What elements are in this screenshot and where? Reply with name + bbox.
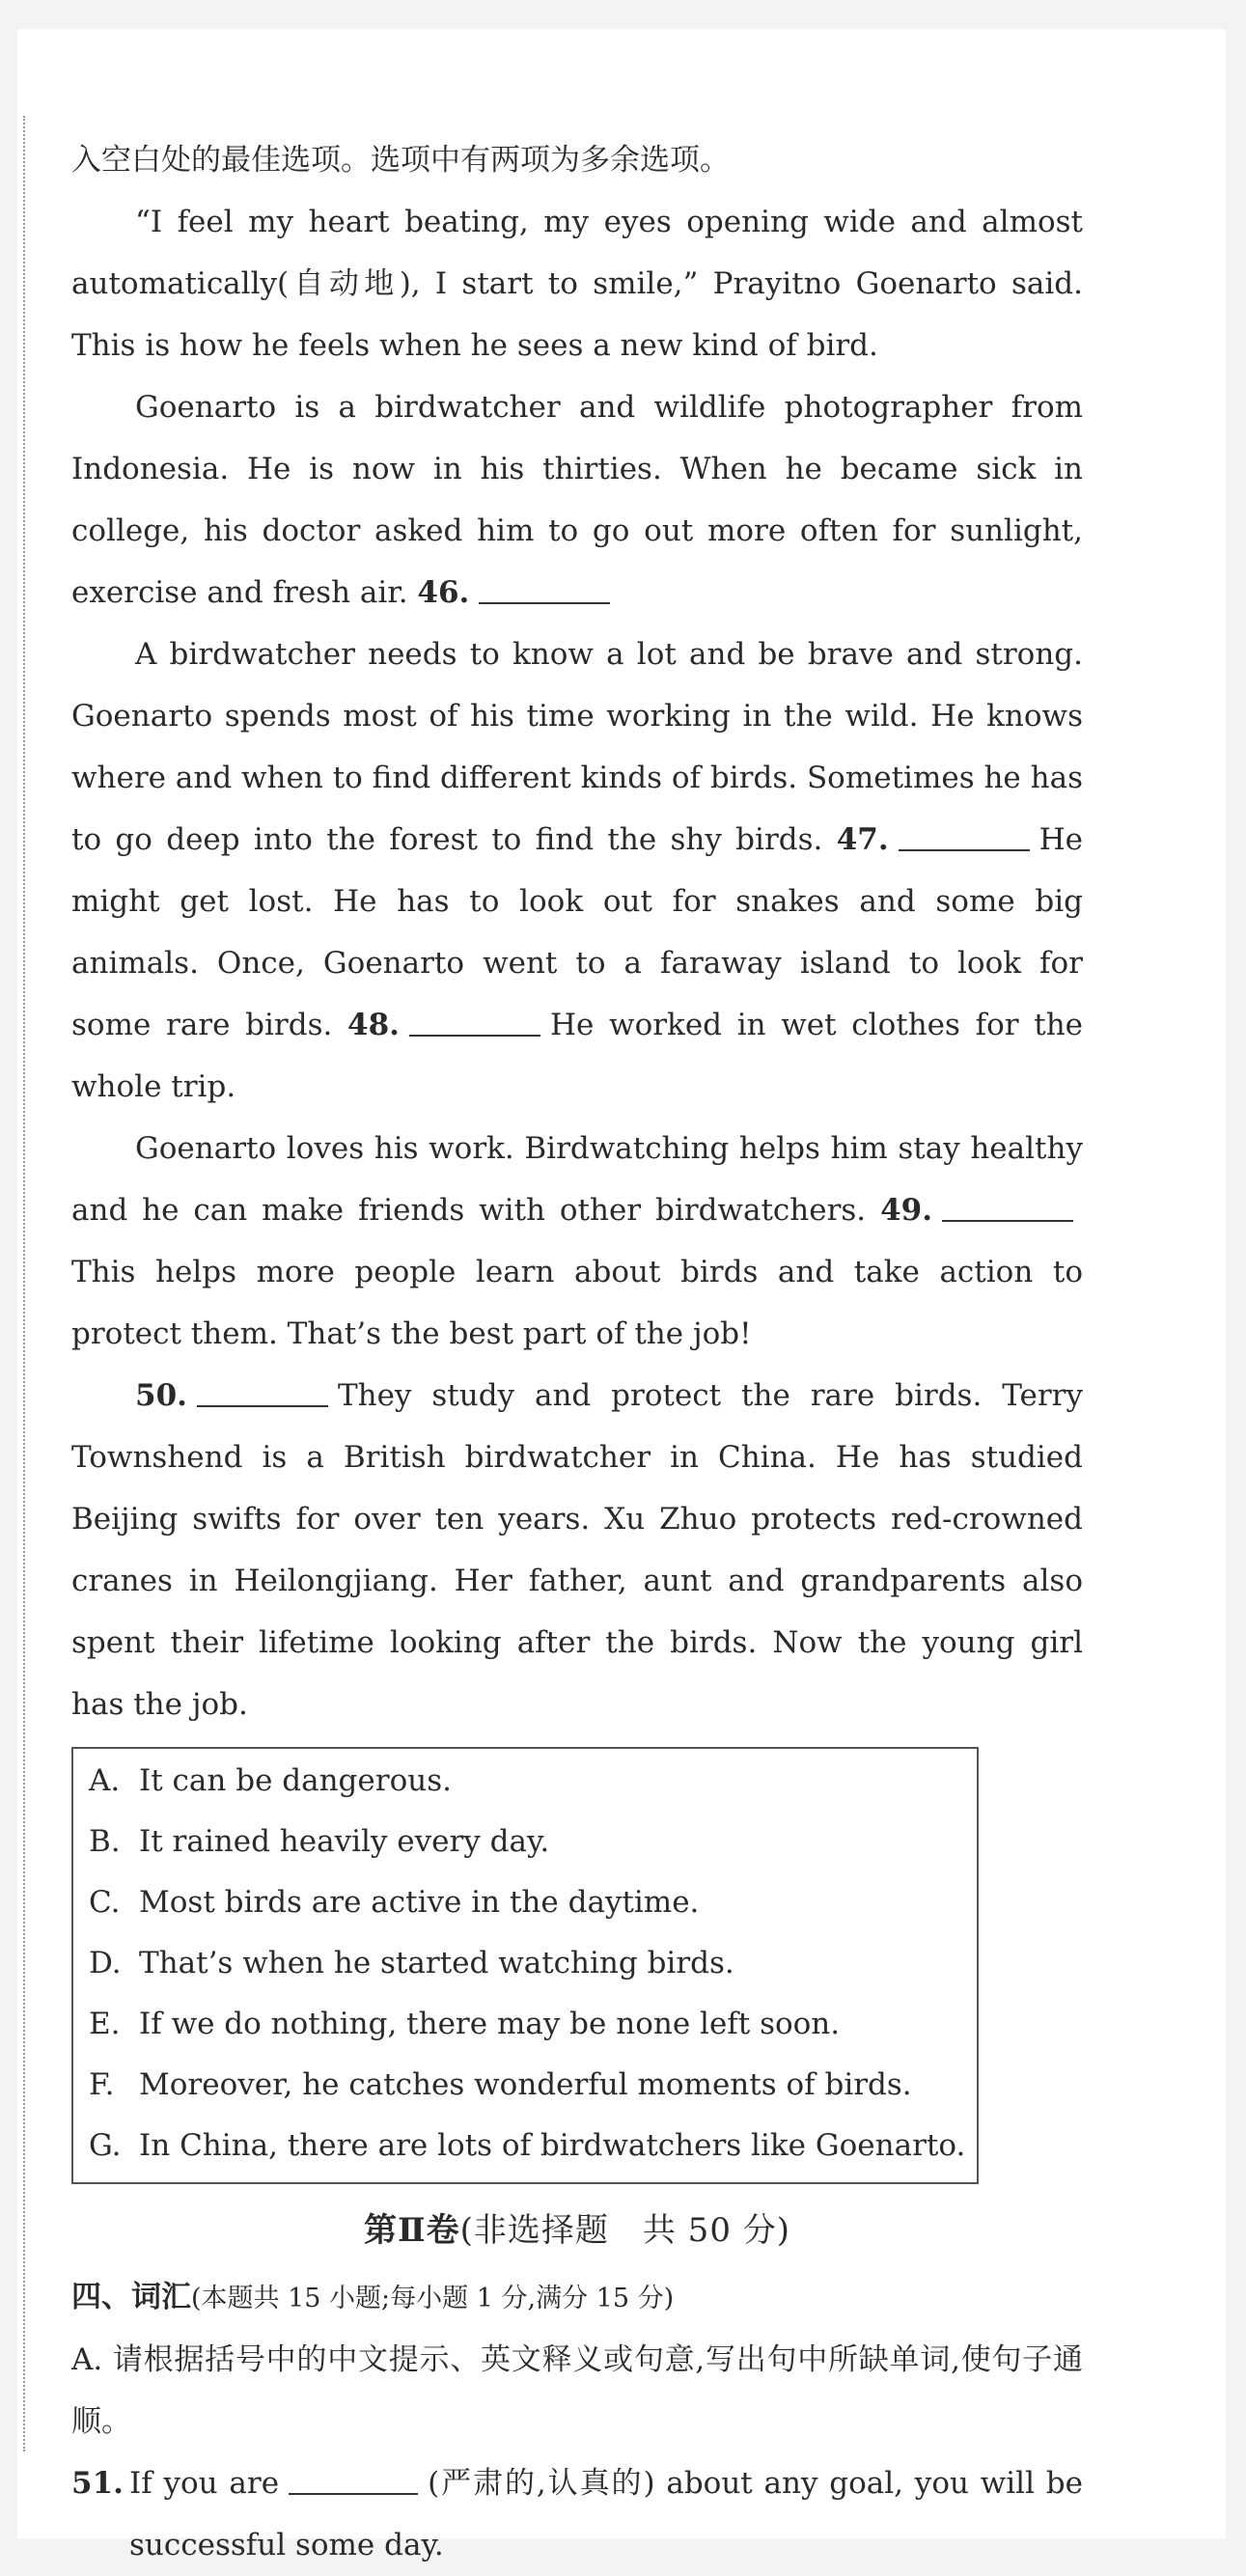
option-letter: E. <box>89 2007 121 2041</box>
option-g <box>89 2116 977 2176</box>
question-51-text-after: (严肃的,认真的) about any goal, you will be successful some day. <box>129 2466 1083 2562</box>
option-text: If we do nothing, there may be none left soon. <box>139 2007 841 2041</box>
option-text: In China, there are lots of birdwatchers like Goenarto. <box>139 2128 966 2163</box>
section-2-title-sub: (非选择题 共 50 分) <box>459 2211 791 2250</box>
paragraph-4-text-a: Goenarto loves his work. Birdwatching helps him stay healthy and he can make friends with other birdwatchers. <box>71 1131 1083 1228</box>
answer-blank-50[interactable] <box>197 1405 328 1407</box>
part-4-heading <box>71 2267 1083 2329</box>
option-letter: G. <box>89 2128 122 2163</box>
option-a <box>89 1751 977 1812</box>
worksheet-page <box>17 29 1226 2562</box>
option-letter: A. <box>89 1763 121 1798</box>
answer-blank-47[interactable] <box>899 849 1030 851</box>
option-c <box>89 1872 977 1933</box>
option-letter: C. <box>89 1885 121 1920</box>
question-50-number: 50. <box>135 1378 187 1413</box>
options-box <box>71 1747 979 2184</box>
question-48-number: 48. <box>347 1008 400 1042</box>
answer-blank-49[interactable] <box>942 1220 1073 1222</box>
paragraph-4-text-b: This helps more people learn about birds and take action to protect them. That’s the best part of the job! <box>71 1255 1083 1351</box>
part-4-instruction: A. 请根据括号中的中文提示、英文释义或句意,写出句中所缺单词,使句子通顺。 <box>71 2342 1083 2439</box>
option-text: Moreover, he catches wonderful moments of birds. <box>139 2067 912 2102</box>
question-51 <box>71 2452 1083 2576</box>
option-letter: F. <box>89 2067 115 2102</box>
paragraph-3-text-a: A birdwatcher needs to know a lot and be brave and strong. Goenarto spends most of his time working in the wild. He knows where and when to find different kinds of birds. Sometimes he has to go deep into the forest to find the shy birds. <box>71 637 1083 857</box>
worksheet-content <box>71 135 1083 2576</box>
paragraph-3-text-b: He might get lost. He has to look out for snakes and some big animals. Once, Goenarto went to a faraway island to look for some rare birds. <box>71 822 1084 1042</box>
option-e <box>89 1994 977 2055</box>
answer-blank-48[interactable] <box>409 1035 540 1037</box>
part-4-heading-label: 四、词汇 <box>71 2280 191 2314</box>
paragraph-5 <box>71 1365 1083 1735</box>
option-text: That’s when he started watching birds. <box>139 1946 734 1980</box>
answer-blank-51[interactable] <box>289 2493 418 2495</box>
section-2-title <box>71 2194 1083 2267</box>
paragraph-2-text: Goenarto is a birdwatcher and wildlife photographer from Indonesia. He is now in his thirties. When he became sick in college, his doctor asked him to go out more often for sunlight, exercise and fresh air. <box>71 390 1083 610</box>
intro-line: 入空白处的最佳选项。选项中有两项为多余选项。 <box>71 143 730 178</box>
paragraph-1: “I feel my heart beating, my eyes opening wide and almost automatically(自动地), I start to smile,” Prayitno Goenarto said. This is how he feels when he sees a new kind of bird. <box>71 205 1083 363</box>
option-text: It can be dangerous. <box>139 1763 452 1798</box>
option-f <box>89 2055 977 2116</box>
paragraph-5-text: They study and protect the rare birds. Terry Townshend is a British birdwatcher in China. He has studied Beijing swifts for over ten years. Xu Zhuo protects red-crowned cranes in Heilongjiang. Her father, aunt and grandparents also spent their lifetime looking after the birds. Now the young girl has the job. <box>71 1378 1083 1722</box>
question-51-number: 51. <box>71 2466 124 2501</box>
option-letter: D. <box>89 1946 122 1980</box>
question-49-number: 49. <box>880 1193 932 1228</box>
part-4-heading-note: (本题共 15 小题;每小题 1 分,满分 15 分) <box>191 2284 675 2313</box>
paragraph-4 <box>71 1118 1083 1365</box>
answer-blank-46[interactable] <box>479 602 610 604</box>
section-2-title-main: 第Ⅱ卷 <box>363 2211 460 2250</box>
paragraph-3-text-c: He worked in wet clothes for the whole trip. <box>71 1008 1084 1104</box>
option-text: It rained heavily every day. <box>139 1824 550 1859</box>
paragraph-3 <box>71 623 1083 1118</box>
option-d <box>89 1933 977 1994</box>
option-text: Most birds are active in the daytime. <box>139 1885 700 1920</box>
binding-margin-line <box>23 116 25 2451</box>
paragraph-2 <box>71 376 1083 623</box>
option-letter: B. <box>89 1824 121 1859</box>
question-47-number: 47. <box>836 822 889 857</box>
question-51-text-before: If you are <box>129 2466 280 2501</box>
option-b <box>89 1812 977 1872</box>
question-46-number: 46. <box>417 575 470 610</box>
